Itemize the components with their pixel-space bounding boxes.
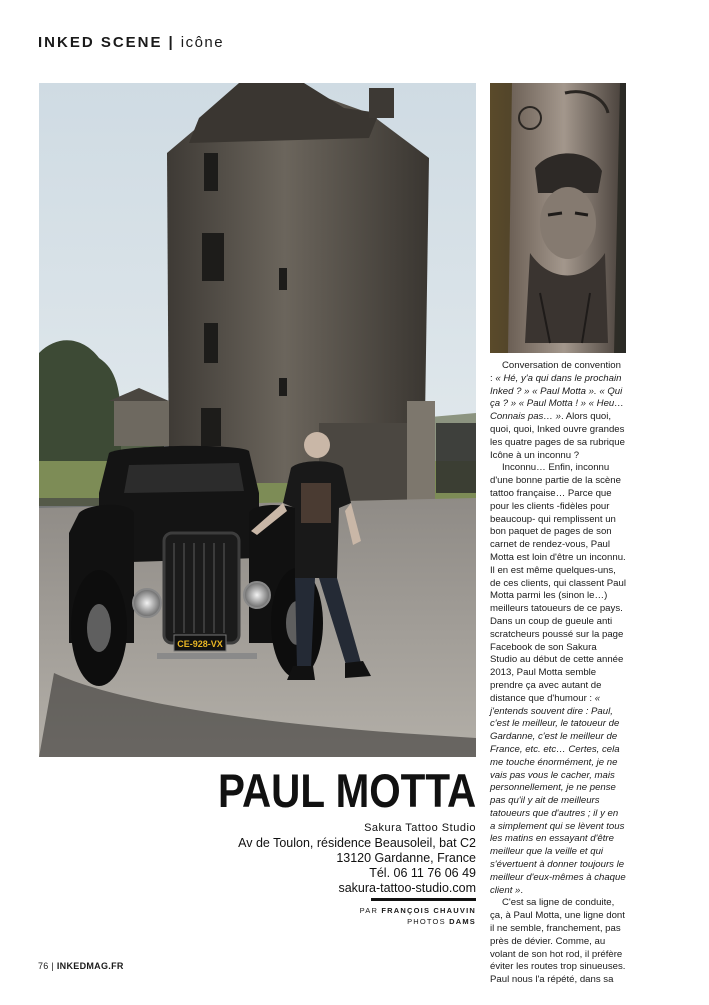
photos-label: PHOTOS xyxy=(407,917,446,926)
studio-info xyxy=(238,821,476,896)
studio-phone: Tél. 06 11 76 06 49 xyxy=(369,866,476,880)
page-number: 76 xyxy=(38,961,49,971)
page-footer: 76 | INKEDMAG.FR xyxy=(38,961,124,971)
main-photo xyxy=(39,83,476,757)
magazine-url[interactable]: INKEDMAG.FR xyxy=(56,961,124,971)
tattoo-photo xyxy=(490,83,626,353)
credits xyxy=(360,905,476,927)
article-quote: « j'entends souvent dire : Paul, c'est le meilleur, le tatoueur de Gardanne, c'est le meilleur de France, etc. etc… Certes, cela me touche énormément, je ne vais pas vous le cacher, mais personnellement, je ne pense pas qu'il y ait de meilleurs tatoueurs que d'autres ; il y en a simplement qui se lèvent tous les matins en essayant d'être meilleur que la veille et qui s'évertuent à donner toujours le meilleur d'eux-mêmes à chaque client » xyxy=(490,692,626,896)
studio-address: Av de Toulon, résidence Beausoleil, bat C2 xyxy=(238,836,476,850)
section-header xyxy=(38,34,224,51)
article-paragraph xyxy=(490,462,626,897)
article-text: Inconnu… Enfin, inconnu d'une bonne partie de la scène tattoo française… Parce que pour les clients -fidèles pour beaucoup- qui remplissent un bon paquet de pages de son carnet de rendez-vous, Paul Motta est loin d'être un inconnu. Il en est même quelques-uns, de ces clients, qui classent Paul Motta parmi les (sinon le…) meilleurs tatoueurs de ce pays. Dans un coup de gueule anti scratcheurs poussé sur la page Facebook de son Sakura Studio au début de cette année 2013, Paul Motta semble prendre ça avec autant de distance que d'humour : xyxy=(490,462,626,704)
article-paragraph: C'est sa ligne de conduite, ça, à Paul Motta, une ligne dont il ne semble, franchement, pas près de dévier. Comme, au volant de son hot rod, il préfère éviter les routes trop sinueuses. Paul nous l'a répété, dans sa xyxy=(490,897,626,986)
artist-name: PAUL MOTTA xyxy=(217,764,476,817)
header-separator: | xyxy=(168,34,175,51)
credits-divider xyxy=(371,898,476,901)
license-plate: CE-928-VX xyxy=(177,639,223,649)
article-paragraph xyxy=(490,360,626,462)
section-title: INKED SCENE xyxy=(38,34,163,51)
article-text: . Alors quoi, quoi, quoi, Inked ouvre grandes les quatre pages de sa rubrique Icône à un inconnu ? xyxy=(490,411,625,461)
article-quote: « Hé, y'a qui dans le prochain Inked ? » « Paul Motta ». « Qui ça ? » « Paul Motta ! » « Heu… Connais pas… » xyxy=(490,372,624,423)
article-text: Conversation de convention : xyxy=(490,360,621,384)
author-label: PAR xyxy=(359,906,379,915)
studio-name: Sakura Tattoo Studio xyxy=(364,822,476,834)
article-text: . xyxy=(520,884,524,896)
photo-credit xyxy=(360,916,476,927)
author-credit xyxy=(360,905,476,916)
studio-city: 13120 Gardanne, France xyxy=(336,851,476,865)
photographer-name: DAMS xyxy=(449,917,476,926)
studio-website[interactable]: sakura-tattoo-studio.com xyxy=(338,881,476,895)
author-name: FRANÇOIS CHAUVIN xyxy=(381,906,476,915)
article-body xyxy=(490,360,626,987)
section-subtitle: icône xyxy=(180,34,225,51)
